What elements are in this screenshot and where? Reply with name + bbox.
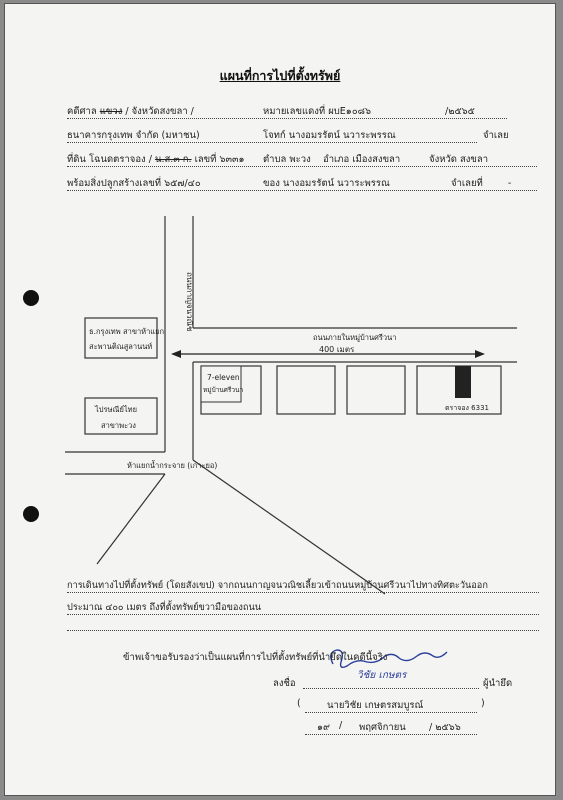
defendant-field: โจทก์ นางอมรรัตน์ นวาระพรรณ — [263, 130, 396, 141]
sign-month: พฤศจิกายน — [359, 722, 406, 733]
province-field: จังหวัด สงขลา — [429, 154, 489, 165]
road-edge — [97, 474, 165, 564]
dotted-line — [67, 592, 539, 593]
junction-label: ห้าแยกน้ำกระจาย (เกาะยอ) — [127, 461, 218, 470]
building-field: พร้อมสิ่งปลูกสร้างเลขที่ ๖๕๗/๔๐ — [67, 178, 201, 189]
dotted-line — [67, 630, 539, 631]
red-year-field: /๒๕๖๕ — [445, 106, 475, 117]
dotted-line — [305, 734, 477, 735]
sign-year: / ๒๕๖๖ — [429, 722, 461, 733]
distance-label: 400 เมตร — [319, 345, 355, 354]
signer-name-close-paren: ) — [481, 698, 485, 709]
deed-label: ตราจอง 6331 — [445, 404, 489, 412]
owner-field: ของ นางอมรรัตน์ นวาระพรรณ — [263, 178, 390, 189]
dotted-line — [303, 688, 479, 689]
target-property-marker — [455, 366, 471, 398]
directions-line-2: ประมาณ ๔๐๐ เมตร ถึงที่ตั้งทรัพย์ขวามือของถนน — [67, 602, 262, 613]
village-road-label: ถนนภายในหมู่บ้านศรีวนา — [313, 333, 397, 342]
case-court-field: คดีศาล แขวง / จังหวัดสงขลา / — [67, 106, 194, 117]
seven-eleven-box — [201, 366, 244, 402]
subdistrict-field: ตำบล พะวง — [263, 154, 311, 165]
signature: วิชัย เกษตร — [357, 670, 407, 681]
defendant-number-field: จำเลยที่ - — [451, 178, 512, 189]
house-block — [277, 366, 335, 414]
signer-name-open-paren: ( — [297, 698, 301, 709]
vertical-road-label: ถนนกาญจนวณิช — [185, 272, 194, 332]
dotted-line — [305, 712, 477, 713]
certification-statement: ข้าพเจ้าขอรับรองว่าเป็นแผนที่การไปที่ตั้งทรัพย์ที่นำยึดในคดีนี้จริง — [123, 652, 388, 663]
directions-line-1: การเดินทางไปที่ตั้งทรัพย์ (โดยสังเขป) จากถนนกาญจนวณิชเลี้ยวเข้าถนนหมู่บ้านศรีวนาไปทางทิศตะวันออก — [67, 580, 488, 591]
district-field: อำเภอ เมืองสงขลา — [323, 154, 401, 165]
sign-label: ลงชื่อ — [273, 678, 296, 689]
land-title-field: ที่ดิน โฉนดตราจอง / น.ส.๓ ก. เลขที่ ๖๓๓๑ — [67, 154, 245, 165]
bank-label: ธ.กรุงเทพ สาขาห้าแยก — [89, 327, 165, 336]
seven-eleven-sub-label: หมู่บ้านศรีวนา — [203, 386, 244, 394]
plaintiff-field: ธนาคารกรุงเทพ จำกัด (มหาชน) — [67, 130, 200, 141]
sign-day: ๑๙ — [317, 722, 330, 733]
bank-sub-label: สะพานติณสูลานนท์ — [89, 342, 153, 351]
sign-day-sep: / — [339, 720, 343, 731]
bank-box — [85, 318, 157, 358]
post-office-sub-label: สาขาพะวง — [101, 421, 136, 430]
signer-role: ผู้นำยึด — [483, 678, 513, 689]
road-edge — [193, 460, 385, 594]
defendant-role: จำเลย — [483, 130, 509, 141]
seven-eleven-label: 7-eleven — [207, 373, 240, 382]
page-title: แผนที่การไปที่ตั้งทรัพย์ — [219, 68, 341, 83]
red-number-field: หมายเลขแดงที่ ผบE๑๐๘๖ — [263, 106, 371, 117]
document-sheet — [4, 3, 556, 796]
post-office-label: ไปรษณีย์ไทย — [95, 405, 137, 414]
signer-name: นายวิชัย เกษตรสมบูรณ์ — [327, 700, 424, 711]
dotted-line — [67, 614, 539, 615]
house-block — [347, 366, 405, 414]
